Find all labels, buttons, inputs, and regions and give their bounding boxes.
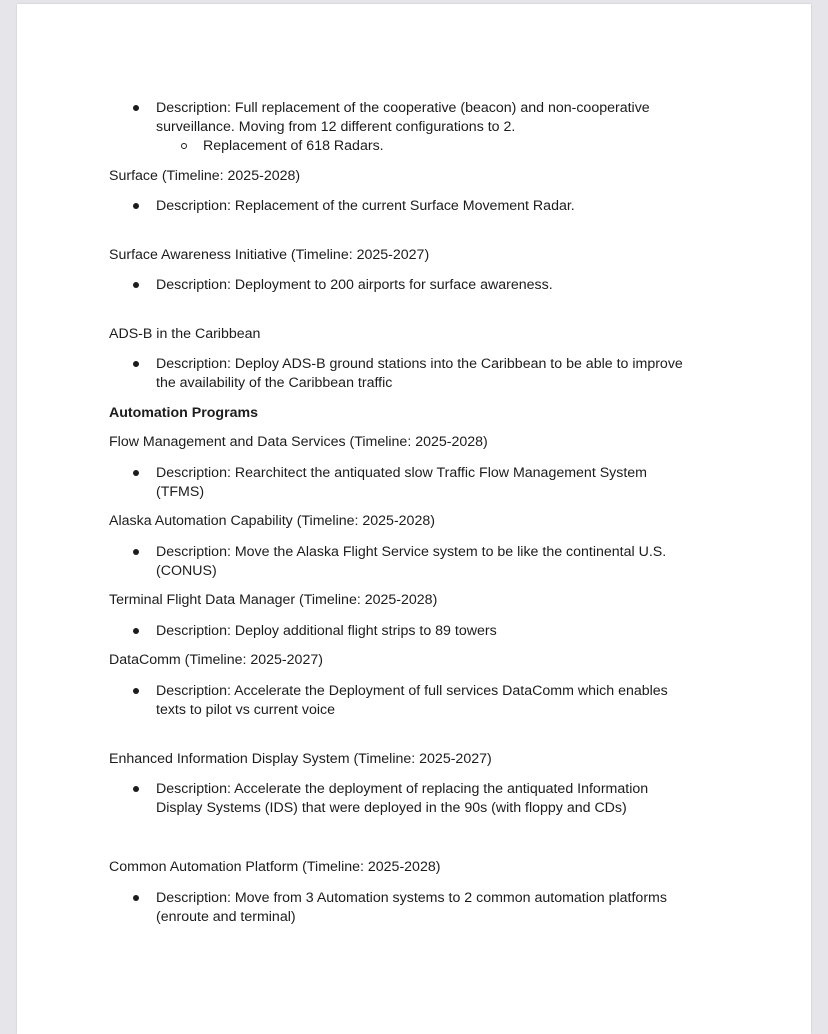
bullet-text: Description: Accelerate the deployment of replacing the antiquated Information xyxy=(156,781,649,797)
bullet-icon xyxy=(133,688,139,694)
bullet-icon xyxy=(133,105,139,111)
bullet-icon xyxy=(133,628,139,634)
section-title-automation-programs: Automation Programs xyxy=(109,405,258,421)
bullet-text: Description: Replacement of the current Surface Movement Radar. xyxy=(156,198,575,214)
bullet-text: texts to pilot vs current voice xyxy=(156,702,335,718)
bullet-icon xyxy=(133,203,139,209)
section-heading: Enhanced Information Display System (Timeline: 2025-2027) xyxy=(109,751,492,767)
section-heading: Surface (Timeline: 2025-2028) xyxy=(109,168,301,184)
section-heading: Terminal Flight Data Manager (Timeline: 2025-2028) xyxy=(109,592,438,608)
section-heading: Surface Awareness Initiative (Timeline: 2025-2027) xyxy=(109,247,430,263)
bullet-text: surveillance. Moving from 12 different configurations to 2. xyxy=(156,119,516,135)
bullet-icon xyxy=(133,786,139,792)
section-heading: Flow Management and Data Services (Timeline: 2025-2028) xyxy=(109,434,488,450)
bullet-text: Description: Move from 3 Automation systems to 2 common automation platforms xyxy=(156,890,667,906)
bullet-icon xyxy=(133,549,139,555)
bullet-icon xyxy=(133,895,139,901)
document-content xyxy=(17,4,811,1029)
bullet-text: (TFMS) xyxy=(156,484,205,500)
bullet-icon xyxy=(133,470,139,476)
bullet-text: Display Systems (IDS) that were deployed in the 90s (with floppy and CDs) xyxy=(156,800,627,816)
bullet-text: Description: Deployment to 200 airports for surface awareness. xyxy=(156,277,553,293)
bullet-text: (CONUS) xyxy=(156,563,217,579)
document-page xyxy=(17,4,811,1034)
sub-bullet-text: Replacement of 618 Radars. xyxy=(203,138,384,154)
bullet-text: the availability of the Caribbean traffic xyxy=(156,375,393,391)
bullet-text: Description: Rearchitect the antiquated slow Traffic Flow Management System xyxy=(156,465,648,481)
bullet-text: Description: Deploy additional flight strips to 89 towers xyxy=(156,623,497,639)
bullet-text: Description: Deploy ADS-B ground stations into the Caribbean to be able to improve xyxy=(156,356,683,372)
bullet-text: Description: Full replacement of the cooperative (beacon) and non-cooperative xyxy=(156,100,650,116)
bullet-text: Description: Accelerate the Deployment of full services DataComm which enables xyxy=(156,683,668,699)
section-heading: ADS-B in the Caribbean xyxy=(109,326,261,342)
bullet-text: Description: Move the Alaska Flight Service system to be like the continental U.S. xyxy=(156,544,667,560)
sub-bullet-icon xyxy=(181,143,187,149)
section-heading: Alaska Automation Capability (Timeline: 2025-2028) xyxy=(109,513,435,529)
bullet-icon xyxy=(133,282,139,288)
bullet-icon xyxy=(133,361,139,367)
bullet-text: (enroute and terminal) xyxy=(156,909,296,925)
section-heading: Common Automation Platform (Timeline: 2025-2028) xyxy=(109,859,441,875)
section-heading: DataComm (Timeline: 2025-2027) xyxy=(109,652,323,668)
